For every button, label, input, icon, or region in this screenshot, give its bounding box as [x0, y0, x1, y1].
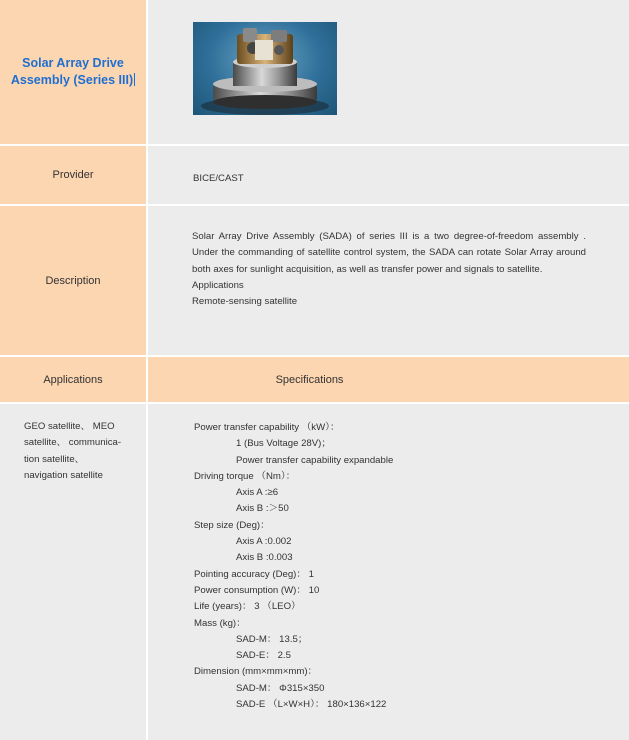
product-photo: [193, 22, 337, 115]
applications-header-cell: [0, 357, 146, 402]
sada-illustration: [193, 22, 337, 115]
provider-value: BICE/CAST: [193, 173, 244, 184]
spec-value-line: Power transfer capability expandable: [236, 454, 394, 466]
spec-heading-line: Driving torque （Nm）：: [194, 470, 296, 482]
spec-value-line: Axis B :0.003: [236, 552, 293, 564]
spec-value-line: SAD-E： 2.5: [236, 650, 291, 662]
spec-heading-line: Life (years)： 3 （LEO）: [194, 601, 301, 613]
description-label-cell: [0, 206, 146, 355]
specifications-header-cell: [148, 357, 629, 402]
product-image-cell: [148, 0, 629, 144]
applications-list-cell: [0, 404, 146, 740]
spec-value-line: SAD-M： 13.5；: [236, 633, 308, 645]
applications-header: Applications: [43, 373, 103, 386]
spec-heading-line: Dimension (mm×mm×mm)：: [194, 666, 318, 678]
specifications-list: [194, 420, 393, 713]
text-cursor: [134, 73, 135, 86]
description-value-cell: [148, 206, 629, 355]
description-paragraph: Solar Array Drive Assembly (SADA) of series III is a two degree-of-freedom assembly . Under the commanding of satellite control system, the SADA can rotate Solar Array around both axes for sunlight acquisition, as well as transfer power and signals to satellite.: [192, 231, 586, 275]
description-applications-value: Remote-sensing satellite: [192, 296, 298, 308]
applications-list-line: satellite、 communica-: [24, 437, 122, 449]
applications-list-line: tion satellite、: [24, 453, 85, 465]
applications-list: [24, 419, 121, 484]
spec-value-line: SAD-E （L×W×H）： 180×136×122: [236, 699, 387, 711]
product-title-line2: Assembly (Series III): [10, 73, 134, 87]
applications-list-line: navigation satellite: [24, 469, 103, 481]
product-title-line1: Solar Array Drive: [22, 56, 124, 70]
provider-value-cell: [148, 146, 629, 204]
provider-label: Provider: [52, 169, 94, 181]
description-label: Description: [45, 274, 101, 287]
spec-heading-line: Power transfer capability （kW）：: [194, 422, 340, 433]
spec-heading-line: Step size (Deg)：: [194, 519, 270, 531]
spec-value-line: 1 (Bus Voltage 28V)；: [236, 438, 331, 450]
provider-label-cell: [0, 146, 146, 204]
spec-heading-line: Mass (kg)：: [194, 617, 246, 629]
product-title-cell: [0, 0, 146, 144]
product-title: [11, 55, 135, 89]
description-text: [192, 229, 586, 310]
spec-value-line: Axis B :＞50: [236, 503, 289, 515]
spec-value-line: SAD-M： Φ315×350: [236, 682, 325, 694]
spec-heading-line: Pointing accuracy (Deg)： 1: [194, 568, 314, 580]
description-applications-heading: Applications: [192, 279, 244, 291]
spec-value-line: Axis A :0.002: [236, 536, 292, 548]
spec-heading-line: Power consumption (W)： 10: [194, 584, 320, 596]
specifications-header: Specifications: [275, 373, 344, 386]
spec-value-line: Axis A :≥6: [236, 487, 279, 499]
applications-list-line: GEO satellite、 MEO: [24, 421, 115, 432]
specifications-cell: [148, 404, 629, 740]
